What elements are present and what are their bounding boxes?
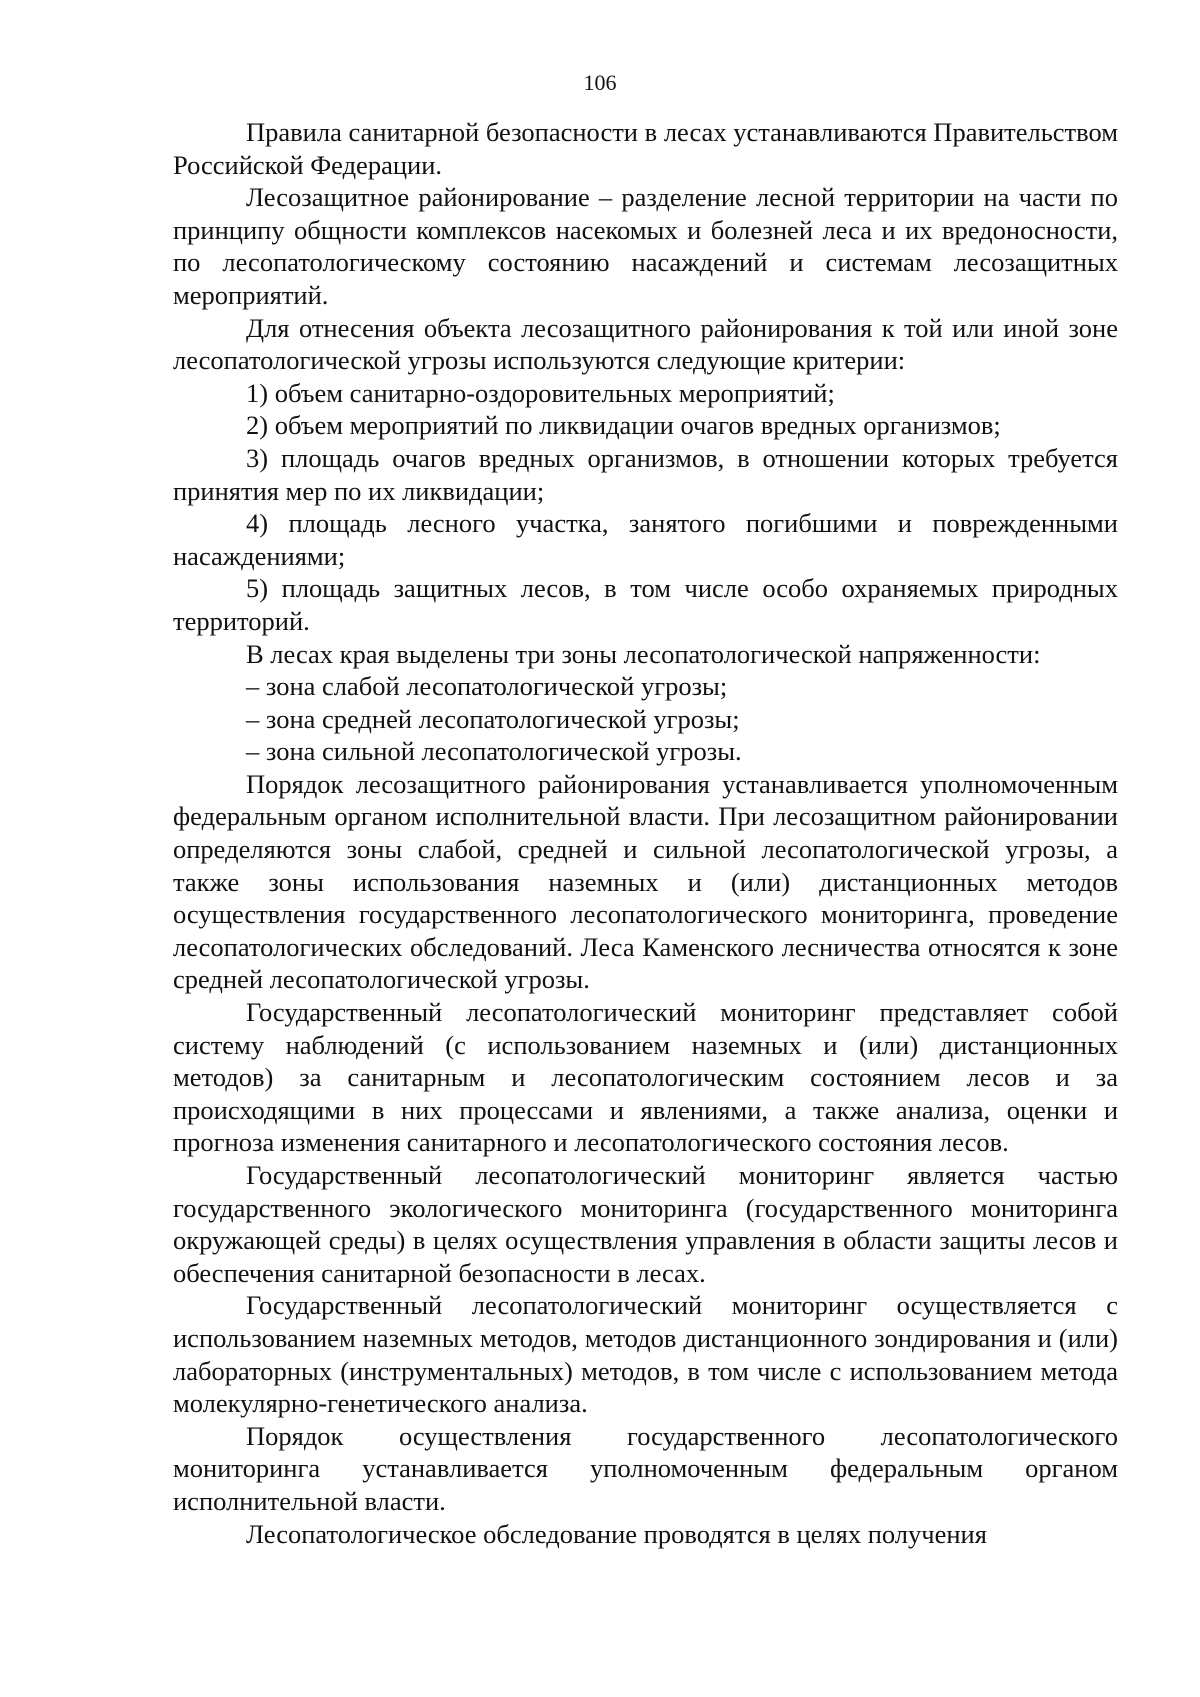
list-item: 3) площадь очагов вредных организмов, в отношении которых требуется принятия мер по их ликвидации; — [173, 442, 1118, 506]
paragraph: Государственный лесопатологический мониторинг представляет собой систему наблюдений (с использованием наземных и (или) дистанционных методов) за санитарным и лесопатологическим состоянием лесов и за происходящими в них процессами и явлениями, а также анализа, оценки и прогноза изменения санитарного и лесопатологического состояния лесов. — [173, 997, 1118, 1158]
paragraph: Для отнесения объекта лесозащитного районирования к той или иной зоне лесопатологической угрозы используются следующие критерии: — [173, 312, 1118, 376]
list-item: – зона слабой лесопатологической угрозы; — [246, 671, 728, 702]
paragraph: Порядок лесозащитного районирования устанавливается уполномоченным федеральным органом исполнительной власти. При лесозащитном районировании определяются зоны слабой, средней и сильной лесопатологической угрозы, а также зоны использования наземных и (или) дистанционных методов осуществления государственного лесопатологического мониторинга, проведение лесопатологических обследований. Леса Каменского лесничества относятся к зоне средней лесопатологической угрозы. — [173, 768, 1118, 995]
paragraph: Лесопатологическое обследование проводятся в целях получения — [246, 1518, 987, 1549]
paragraph: Лесозащитное районирование – разделение лесной территории на части по принципу общности комплексов насекомых и болезней леса и их вредоносности, по лесопатологическому состоянию насаждений и системам лесозащитных мероприятий. — [173, 182, 1118, 310]
paragraph: Правила санитарной безопасности в лесах устанавливаются Правительством Российской Федерации. — [173, 117, 1118, 180]
page-number: 106 — [583, 70, 617, 95]
list-item: 5) площадь защитных лесов, в том числе особо охраняемых природных территорий. — [173, 573, 1118, 636]
paragraph: Государственный лесопатологический мониторинг осуществляется с использованием наземных методов, методов дистанционного зондирования и (или) лабораторных (инструментальных) методов, в том числе с использованием метода молекулярно-генетического анализа. — [173, 1290, 1118, 1419]
list-item: – зона сильной лесопатологической угрозы. — [246, 736, 742, 767]
list-item: – зона средней лесопатологической угрозы; — [246, 703, 740, 734]
list-item: 2) объем мероприятий по ликвидации очагов вредных организмов; — [246, 410, 1001, 441]
list-item: 4) площадь лесного участка, занятого погибшими и поврежденными насаждениями; — [173, 508, 1118, 571]
list-item: 1) объем санитарно-оздоровительных мероприятий; — [246, 377, 835, 408]
paragraph: Государственный лесопатологический мониторинг является частью государственного экологического мониторинга (государственного мониторинга окружающей среды) в целях осуществления управления в области защиты лесов и обеспечения санитарной безопасности в лесах. — [173, 1160, 1118, 1288]
document-body — [173, 116, 1118, 1550]
paragraph: В лесах края выделены три зоны лесопатологической напряженности: — [246, 638, 1041, 669]
paragraph: Порядок осуществления государственного лесопатологического мониторинга устанавливается уполномоченным федеральным органом исполнительной власти. — [173, 1420, 1118, 1516]
